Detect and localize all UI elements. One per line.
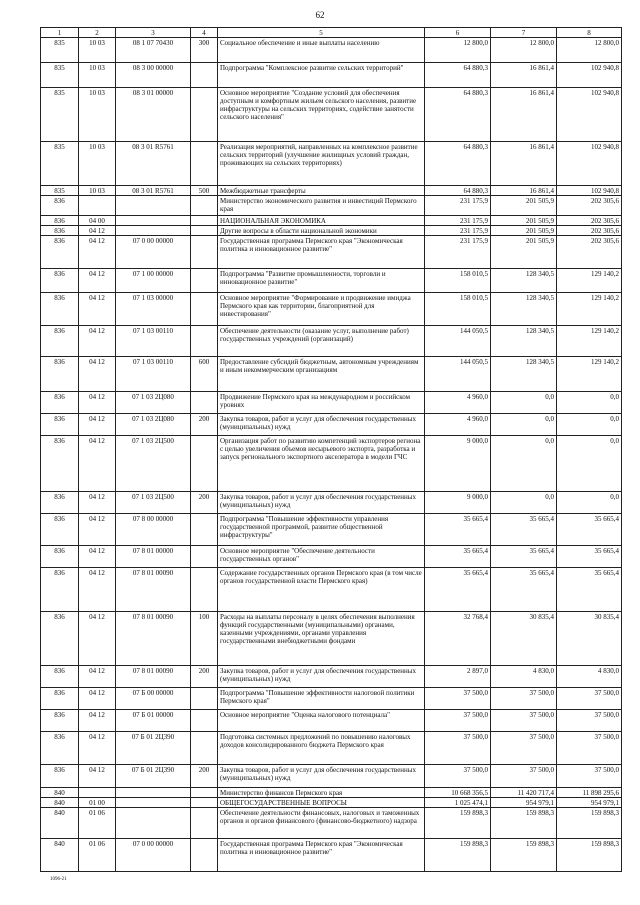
expense-type-cell: 200 xyxy=(191,414,218,436)
amount-2023-cell: 37 500,0 xyxy=(557,710,622,732)
amount-2021-cell: 37 500,0 xyxy=(425,688,491,710)
section-code-cell: 04 12 xyxy=(79,226,116,236)
amount-2022-cell: 159 898,3 xyxy=(491,808,557,839)
expense-type-cell xyxy=(191,546,218,568)
ministry-code-cell: 836 xyxy=(41,226,79,236)
section-code-cell xyxy=(79,196,116,216)
amount-2022-cell: 35 665,4 xyxy=(491,514,557,546)
section-code-cell: 04 12 xyxy=(79,688,116,710)
description-cell: Закупка товаров, работ и услуг для обеспечения государственных (муниципальных) нужд xyxy=(218,666,425,688)
expense-type-cell xyxy=(191,63,218,88)
section-code-cell: 04 12 xyxy=(79,568,116,612)
amount-2023-cell: 37 500,0 xyxy=(557,688,622,710)
footer-code: 1096-21 xyxy=(50,877,67,882)
section-code-cell: 04 12 xyxy=(79,732,116,765)
description-cell: Другие вопросы в области национальной экономики xyxy=(218,226,425,236)
amount-2023-cell: 4 830,0 xyxy=(557,666,622,688)
section-code-cell: 01 00 xyxy=(79,798,116,808)
amount-2023-cell: 30 835,4 xyxy=(557,612,622,666)
amount-2023-cell: 202 305,6 xyxy=(557,196,622,216)
target-article-cell: 07 8 01 00090 xyxy=(116,612,191,666)
amount-2022-cell: 201 505,9 xyxy=(491,216,557,226)
amount-2022-cell: 35 665,4 xyxy=(491,568,557,612)
table-row xyxy=(41,142,622,186)
expense-type-cell xyxy=(191,568,218,612)
ministry-code-cell: 835 xyxy=(41,186,79,196)
amount-2023-cell: 202 305,6 xyxy=(557,236,622,269)
target-article-cell: 07 Б 00 00000 xyxy=(116,688,191,710)
expense-type-cell xyxy=(191,88,218,142)
table-header-row xyxy=(41,28,622,38)
expense-type-cell xyxy=(191,798,218,808)
amount-2022-cell: 128 340,5 xyxy=(491,269,557,293)
section-code-cell xyxy=(79,788,116,798)
amount-2022-cell: 35 665,4 xyxy=(491,546,557,568)
amount-2021-cell: 64 880,3 xyxy=(425,142,491,186)
target-article-cell xyxy=(116,226,191,236)
ministry-code-cell: 836 xyxy=(41,688,79,710)
header-cell: 3 xyxy=(116,28,191,38)
expense-type-cell: 300 xyxy=(191,38,218,63)
header-cell: 2 xyxy=(79,28,116,38)
amount-2021-cell: 64 880,3 xyxy=(425,63,491,88)
target-article-cell: 07 0 00 00000 xyxy=(116,236,191,269)
amount-2023-cell: 11 898 295,6 xyxy=(557,788,622,798)
section-code-cell: 01 06 xyxy=(79,839,116,872)
description-cell: Основное мероприятие "Формирование и продвижение имиджа Пермского края как территории, благоприятной для инвестирования" xyxy=(218,293,425,326)
amount-2023-cell: 0,0 xyxy=(557,392,622,414)
amount-2023-cell: 0,0 xyxy=(557,492,622,514)
description-cell: Государственная программа Пермского края "Экономическая политика и инновационное развитие" xyxy=(218,839,425,872)
amount-2023-cell: 12 800,0 xyxy=(557,38,622,63)
table-row xyxy=(41,414,622,436)
expense-type-cell xyxy=(191,236,218,269)
description-cell: Подпрограмма "Комплексное развитие сельских территорий" xyxy=(218,63,425,88)
amount-2022-cell: 16 861,4 xyxy=(491,63,557,88)
expense-type-cell: 500 xyxy=(191,186,218,196)
ministry-code-cell: 836 xyxy=(41,236,79,269)
amount-2021-cell: 144 050,5 xyxy=(425,326,491,357)
section-code-cell: 04 12 xyxy=(79,612,116,666)
ministry-code-cell: 836 xyxy=(41,765,79,788)
description-cell: Организация работ по развитию компетенций экспортеров региона с целью увеличения объемов несырьевого экспорта, разработка и запуск регионального экспортного акселератора в модели ГЧС xyxy=(218,436,425,492)
ministry-code-cell: 835 xyxy=(41,88,79,142)
table-row xyxy=(41,186,622,196)
section-code-cell: 04 12 xyxy=(79,414,116,436)
amount-2021-cell: 231 175,9 xyxy=(425,236,491,269)
section-code-cell: 10 03 xyxy=(79,186,116,196)
amount-2023-cell: 102 940,8 xyxy=(557,186,622,196)
amount-2023-cell: 102 940,8 xyxy=(557,88,622,142)
amount-2022-cell: 128 340,5 xyxy=(491,326,557,357)
description-cell: Подготовка системных предложений по повышению налоговых доходов консолидированного бюджета Пермского края xyxy=(218,732,425,765)
expense-type-cell xyxy=(191,788,218,798)
description-cell: Закупка товаров, работ и услуг для обеспечения государственных (муниципальных) нужд xyxy=(218,492,425,514)
table-row xyxy=(41,269,622,293)
amount-2022-cell: 37 500,0 xyxy=(491,732,557,765)
amount-2021-cell: 159 898,3 xyxy=(425,808,491,839)
section-code-cell: 10 03 xyxy=(79,63,116,88)
target-article-cell xyxy=(116,808,191,839)
section-code-cell: 04 12 xyxy=(79,392,116,414)
amount-2022-cell: 201 505,9 xyxy=(491,236,557,269)
amount-2021-cell: 64 880,3 xyxy=(425,186,491,196)
table-row xyxy=(41,788,622,798)
description-cell: Содержание государственных органов Пермского края (в том числе органов государственной власти Пермского края) xyxy=(218,568,425,612)
description-cell: ОБЩЕГОСУДАРСТВЕННЫЕ ВОПРОСЫ xyxy=(218,798,425,808)
section-code-cell: 04 12 xyxy=(79,293,116,326)
target-article-cell: 07 8 00 00000 xyxy=(116,514,191,546)
section-code-cell: 10 03 xyxy=(79,88,116,142)
amount-2023-cell: 129 140,2 xyxy=(557,326,622,357)
ministry-code-cell: 836 xyxy=(41,196,79,216)
target-article-cell: 07 Б 01 2Ц390 xyxy=(116,732,191,765)
ministry-code-cell: 835 xyxy=(41,142,79,186)
expense-type-cell xyxy=(191,688,218,710)
ministry-code-cell: 836 xyxy=(41,666,79,688)
target-article-cell xyxy=(116,788,191,798)
amount-2022-cell: 0,0 xyxy=(491,436,557,492)
amount-2021-cell: 4 960,0 xyxy=(425,414,491,436)
amount-2021-cell: 158 010,5 xyxy=(425,293,491,326)
amount-2023-cell: 0,0 xyxy=(557,436,622,492)
header-cell: 1 xyxy=(41,28,79,38)
description-cell: Обеспечение деятельности (оказание услуг, выполнение работ) государственных учреждений (организаций) xyxy=(218,326,425,357)
amount-2021-cell: 231 175,9 xyxy=(425,226,491,236)
table-row xyxy=(41,612,622,666)
header-cell: 5 xyxy=(218,28,425,38)
target-article-cell: 07 0 00 00000 xyxy=(116,839,191,872)
expense-type-cell: 100 xyxy=(191,612,218,666)
amount-2022-cell: 128 340,5 xyxy=(491,357,557,392)
section-code-cell: 04 12 xyxy=(79,326,116,357)
ministry-code-cell: 836 xyxy=(41,546,79,568)
ministry-code-cell: 836 xyxy=(41,568,79,612)
amount-2021-cell: 37 500,0 xyxy=(425,765,491,788)
ministry-code-cell: 836 xyxy=(41,732,79,765)
amount-2023-cell: 159 898,3 xyxy=(557,808,622,839)
target-article-cell: 07 1 03 2Ц080 xyxy=(116,392,191,414)
description-cell: Социальное обеспечение и иные выплаты населению xyxy=(218,38,425,63)
target-article-cell: 07 8 01 00090 xyxy=(116,666,191,688)
ministry-code-cell: 836 xyxy=(41,710,79,732)
amount-2021-cell: 12 800,0 xyxy=(425,38,491,63)
amount-2021-cell: 35 665,4 xyxy=(425,514,491,546)
target-article-cell: 08 3 01 00000 xyxy=(116,88,191,142)
amount-2022-cell: 37 500,0 xyxy=(491,710,557,732)
table-row xyxy=(41,88,622,142)
table-row xyxy=(41,710,622,732)
table-row xyxy=(41,808,622,839)
amount-2022-cell: 0,0 xyxy=(491,414,557,436)
amount-2021-cell: 1 025 474,1 xyxy=(425,798,491,808)
amount-2022-cell: 37 500,0 xyxy=(491,765,557,788)
amount-2022-cell: 16 861,4 xyxy=(491,88,557,142)
expense-type-cell xyxy=(191,392,218,414)
section-code-cell: 04 12 xyxy=(79,236,116,269)
table-row xyxy=(41,765,622,788)
amount-2021-cell: 4 960,0 xyxy=(425,392,491,414)
expense-type-cell xyxy=(191,142,218,186)
table-row xyxy=(41,392,622,414)
description-cell: Государственная программа Пермского края "Экономическая политика и инновационное развитие" xyxy=(218,236,425,269)
description-cell: Предоставление субсидий бюджетным, автономным учреждениям и иным некоммерческим организациям xyxy=(218,357,425,392)
ministry-code-cell: 835 xyxy=(41,63,79,88)
amount-2022-cell: 201 505,9 xyxy=(491,226,557,236)
table-row xyxy=(41,216,622,226)
description-cell: Основное мероприятие "Обеспечение деятельности государственных органов" xyxy=(218,546,425,568)
amount-2022-cell: 128 340,5 xyxy=(491,293,557,326)
amount-2023-cell: 129 140,2 xyxy=(557,269,622,293)
expense-type-cell: 200 xyxy=(191,666,218,688)
table-row xyxy=(41,357,622,392)
target-article-cell: 07 8 01 00090 xyxy=(116,568,191,612)
expense-type-cell xyxy=(191,732,218,765)
table-row xyxy=(41,38,622,63)
amount-2023-cell: 102 940,8 xyxy=(557,63,622,88)
target-article-cell: 08 3 00 00000 xyxy=(116,63,191,88)
ministry-code-cell: 836 xyxy=(41,269,79,293)
amount-2021-cell: 10 668 356,5 xyxy=(425,788,491,798)
amount-2023-cell: 202 305,6 xyxy=(557,216,622,226)
ministry-code-cell: 836 xyxy=(41,436,79,492)
amount-2021-cell: 35 665,4 xyxy=(425,568,491,612)
target-article-cell: 07 1 03 2Ц080 xyxy=(116,414,191,436)
table-row xyxy=(41,546,622,568)
expense-type-cell xyxy=(191,196,218,216)
amount-2022-cell: 30 835,4 xyxy=(491,612,557,666)
target-article-cell: 07 1 03 00000 xyxy=(116,293,191,326)
amount-2021-cell: 9 000,0 xyxy=(425,492,491,514)
amount-2022-cell: 0,0 xyxy=(491,492,557,514)
amount-2023-cell: 35 665,4 xyxy=(557,546,622,568)
expense-type-cell xyxy=(191,226,218,236)
amount-2021-cell: 144 050,5 xyxy=(425,357,491,392)
amount-2022-cell: 11 420 717,4 xyxy=(491,788,557,798)
header-cell: 4 xyxy=(191,28,218,38)
ministry-code-cell: 835 xyxy=(41,38,79,63)
amount-2022-cell: 12 800,0 xyxy=(491,38,557,63)
description-cell: Межбюджетные трансферты xyxy=(218,186,425,196)
amount-2023-cell: 129 140,2 xyxy=(557,293,622,326)
table-row xyxy=(41,326,622,357)
target-article-cell: 07 1 03 2Ц500 xyxy=(116,492,191,514)
ministry-code-cell: 836 xyxy=(41,293,79,326)
amount-2022-cell: 201 505,9 xyxy=(491,196,557,216)
amount-2022-cell: 4 830,0 xyxy=(491,666,557,688)
table-row xyxy=(41,436,622,492)
expense-type-cell xyxy=(191,808,218,839)
expense-type-cell xyxy=(191,710,218,732)
amount-2023-cell: 0,0 xyxy=(557,414,622,436)
ministry-code-cell: 840 xyxy=(41,788,79,798)
amount-2021-cell: 32 768,4 xyxy=(425,612,491,666)
table-row xyxy=(41,226,622,236)
amount-2021-cell: 158 010,5 xyxy=(425,269,491,293)
section-code-cell: 04 12 xyxy=(79,269,116,293)
target-article-cell: 07 1 03 2Ц500 xyxy=(116,436,191,492)
ministry-code-cell: 836 xyxy=(41,414,79,436)
amount-2021-cell: 64 880,3 xyxy=(425,88,491,142)
description-cell: Реализация мероприятий, направленных на комплексное развитие сельских территорий (улучшение жилищных условий граждан, проживающих на сельских территориях) xyxy=(218,142,425,186)
expense-type-cell xyxy=(191,216,218,226)
amount-2023-cell: 35 665,4 xyxy=(557,568,622,612)
amount-2021-cell: 37 500,0 xyxy=(425,732,491,765)
ministry-code-cell: 836 xyxy=(41,326,79,357)
target-article-cell: 07 1 03 00110 xyxy=(116,326,191,357)
amount-2023-cell: 954 979,1 xyxy=(557,798,622,808)
section-code-cell: 04 12 xyxy=(79,666,116,688)
expense-type-cell xyxy=(191,839,218,872)
target-article-cell: 07 Б 01 2Ц390 xyxy=(116,765,191,788)
amount-2023-cell: 35 665,4 xyxy=(557,514,622,546)
amount-2022-cell: 159 898,3 xyxy=(491,839,557,872)
target-article-cell xyxy=(116,216,191,226)
header-cell: 6 xyxy=(425,28,491,38)
ministry-code-cell: 840 xyxy=(41,839,79,872)
expense-type-cell xyxy=(191,269,218,293)
ministry-code-cell: 836 xyxy=(41,392,79,414)
target-article-cell: 07 8 01 00000 xyxy=(116,546,191,568)
target-article-cell: 07 Б 01 00000 xyxy=(116,710,191,732)
description-cell: Основное мероприятие "Создание условий для обеспечения доступным и комфортным жильем сельского населения, развитие инфраструктуры на сельских территориях, содействие занятости сельского населения" xyxy=(218,88,425,142)
amount-2021-cell: 2 897,0 xyxy=(425,666,491,688)
amount-2023-cell: 202 305,6 xyxy=(557,226,622,236)
target-article-cell: 08 3 01 R5761 xyxy=(116,186,191,196)
expense-type-cell xyxy=(191,514,218,546)
amount-2022-cell: 16 861,4 xyxy=(491,142,557,186)
ministry-code-cell: 840 xyxy=(41,798,79,808)
section-code-cell: 04 12 xyxy=(79,514,116,546)
amount-2021-cell: 231 175,9 xyxy=(425,196,491,216)
section-code-cell: 04 12 xyxy=(79,357,116,392)
description-cell: Закупка товаров, работ и услуг для обеспечения государственных (муниципальных) нужд xyxy=(218,765,425,788)
amount-2021-cell: 231 175,9 xyxy=(425,216,491,226)
target-article-cell xyxy=(116,196,191,216)
ministry-code-cell: 836 xyxy=(41,216,79,226)
ministry-code-cell: 836 xyxy=(41,514,79,546)
target-article-cell: 07 1 03 00110 xyxy=(116,357,191,392)
amount-2022-cell: 16 861,4 xyxy=(491,186,557,196)
section-code-cell: 01 06 xyxy=(79,808,116,839)
section-code-cell: 04 12 xyxy=(79,492,116,514)
table-row xyxy=(41,492,622,514)
description-cell: Подпрограмма "Повышение эффективности налоговой политики Пермского края" xyxy=(218,688,425,710)
description-cell: НАЦИОНАЛЬНАЯ ЭКОНОМИКА xyxy=(218,216,425,226)
amount-2022-cell: 0,0 xyxy=(491,392,557,414)
table-row xyxy=(41,63,622,88)
amount-2023-cell: 129 140,2 xyxy=(557,357,622,392)
amount-2023-cell: 102 940,8 xyxy=(557,142,622,186)
amount-2022-cell: 954 979,1 xyxy=(491,798,557,808)
expense-type-cell: 200 xyxy=(191,765,218,788)
table-row xyxy=(41,798,622,808)
table-row xyxy=(41,293,622,326)
header-cell: 8 xyxy=(557,28,622,38)
description-cell: Основное мероприятие "Оценка налогового потенциала" xyxy=(218,710,425,732)
table-row xyxy=(41,568,622,612)
description-cell: Закупка товаров, работ и услуг для обеспечения государственных (муниципальных) нужд xyxy=(218,414,425,436)
expense-type-cell xyxy=(191,326,218,357)
description-cell: Подпрограмма "Повышение эффективности управления государственной программой, развитие общественной инфраструктуры" xyxy=(218,514,425,546)
amount-2023-cell: 159 898,3 xyxy=(557,839,622,872)
table-row xyxy=(41,732,622,765)
ministry-code-cell: 836 xyxy=(41,357,79,392)
description-cell: Обеспечение деятельности финансовых, налоговых и таможенных органов и органов финансового (финансово-бюджетного) надзора xyxy=(218,808,425,839)
amount-2021-cell: 159 898,3 xyxy=(425,839,491,872)
table-row xyxy=(41,236,622,269)
section-code-cell: 04 12 xyxy=(79,436,116,492)
ministry-code-cell: 840 xyxy=(41,808,79,839)
description-cell: Министерство экономического развития и инвестиций Пермского края xyxy=(218,196,425,216)
table-row xyxy=(41,688,622,710)
table-row xyxy=(41,514,622,546)
ministry-code-cell: 836 xyxy=(41,612,79,666)
description-cell: Продвижение Пермского края на международном и российском уровнях xyxy=(218,392,425,414)
expense-type-cell: 600 xyxy=(191,357,218,392)
description-cell: Подпрограмма "Развитие промышленности, торговли и инновационное развитие" xyxy=(218,269,425,293)
section-code-cell: 10 03 xyxy=(79,38,116,63)
amount-2022-cell: 37 500,0 xyxy=(491,688,557,710)
target-article-cell: 08 1 07 70430 xyxy=(116,38,191,63)
section-code-cell: 10 03 xyxy=(79,142,116,186)
table-row xyxy=(41,839,622,872)
section-code-cell: 04 12 xyxy=(79,546,116,568)
expense-type-cell xyxy=(191,293,218,326)
section-code-cell: 04 00 xyxy=(79,216,116,226)
target-article-cell: 08 3 01 R5761 xyxy=(116,142,191,186)
amount-2023-cell: 37 500,0 xyxy=(557,732,622,765)
ministry-code-cell: 836 xyxy=(41,492,79,514)
target-article-cell xyxy=(116,798,191,808)
expense-type-cell xyxy=(191,436,218,492)
header-cell: 7 xyxy=(491,28,557,38)
section-code-cell: 04 12 xyxy=(79,710,116,732)
target-article-cell: 07 1 00 00000 xyxy=(116,269,191,293)
description-cell: Министерство финансов Пермского края xyxy=(218,788,425,798)
expense-type-cell: 200 xyxy=(191,492,218,514)
section-code-cell: 04 12 xyxy=(79,765,116,788)
table-row xyxy=(41,666,622,688)
description-cell: Расходы на выплаты персоналу в целях обеспечения выполнения функций государственными (муниципальными) органами, казенными учреждениями, органами управления государственными внебюджетными фондами xyxy=(218,612,425,666)
amount-2021-cell: 9 000,0 xyxy=(425,436,491,492)
budget-table xyxy=(40,27,622,872)
page-number: 62 xyxy=(315,10,325,20)
amount-2021-cell: 35 665,4 xyxy=(425,546,491,568)
table-row xyxy=(41,196,622,216)
amount-2021-cell: 37 500,0 xyxy=(425,710,491,732)
amount-2023-cell: 37 500,0 xyxy=(557,765,622,788)
